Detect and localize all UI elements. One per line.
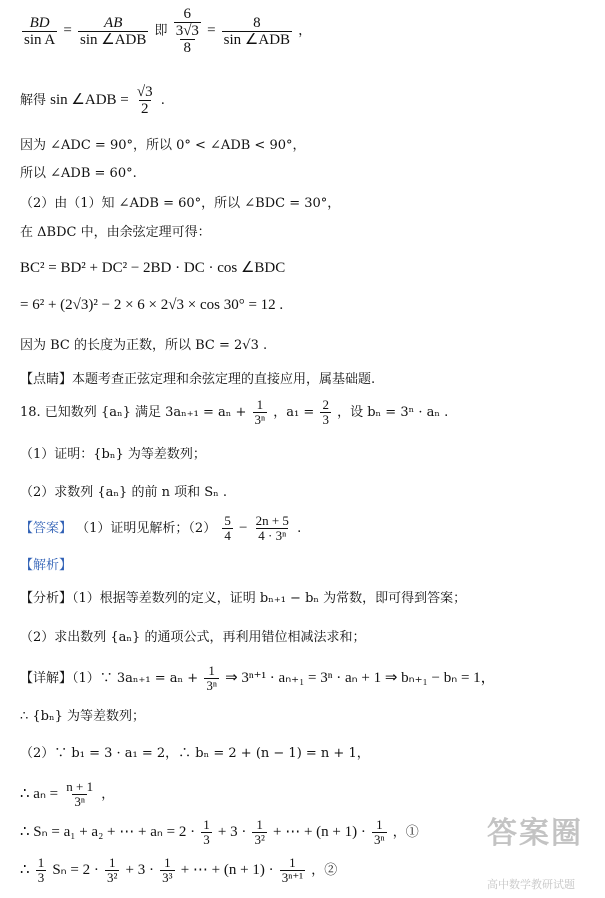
frac-den: 3² bbox=[254, 832, 265, 847]
fraction-5-4 bbox=[222, 514, 233, 543]
fraction-1-3n bbox=[253, 398, 268, 427]
line-19: ∴ {bₙ} 为等差数列； bbox=[20, 709, 146, 724]
text: + ⋯ + (n + 1) · bbox=[180, 862, 274, 878]
frac-num: 1 bbox=[164, 855, 171, 870]
line-5: （2）由（1）知 ∠ADB = 60°，所以 ∠BDC = 30°， bbox=[20, 196, 341, 211]
line-17: （2）求出数列 {aₙ} 的通项公式，再利用错位相减法求和； bbox=[20, 630, 366, 645]
text: ，设 bₙ = 3ⁿ · aₙ . bbox=[337, 405, 449, 420]
fraction-2-3 bbox=[320, 398, 331, 427]
frac-num: BD bbox=[29, 14, 50, 31]
text: ，a₁ = bbox=[273, 405, 315, 420]
frac-den: sin ∠ADB bbox=[223, 31, 291, 48]
line-13: （2）求数列 {aₙ} 的前 n 项和 Sₙ . bbox=[20, 485, 228, 500]
text: ⇒ 3ⁿ⁺¹ · aₙ₊₁ = 3ⁿ · aₙ + 1 ⇒ bₙ₊₁ − bₙ = 1， bbox=[225, 670, 496, 686]
line-3: 因为 ∠ADC = 90°，所以 0° < ∠ADB < 90°， bbox=[20, 138, 306, 153]
frac-den: 3 bbox=[322, 412, 329, 427]
equals-sign: = bbox=[63, 22, 72, 39]
punctuation: ，② bbox=[311, 863, 338, 878]
fraction-n1-3n bbox=[64, 780, 95, 809]
line-22 bbox=[20, 818, 419, 847]
fraction-ab-sinADB bbox=[78, 15, 148, 48]
frac-num: 1 bbox=[289, 855, 296, 870]
frac-num: 1 bbox=[376, 817, 383, 832]
line-20: （2）∵ b₁ = 3 · a₁ = 2，∴ bₙ = 2 + (n − 1) = n + 1， bbox=[20, 746, 370, 761]
fraction-1-3n bbox=[204, 664, 219, 693]
frac-den: 4 bbox=[224, 528, 231, 543]
frac-den: sin ∠ADB bbox=[80, 31, 147, 48]
frac-num: √3 bbox=[136, 84, 153, 100]
line-2: 解得 sin ∠ADB = $\frac{√3}{2}$ . bbox=[20, 84, 165, 117]
fraction-1-3sq bbox=[252, 818, 266, 847]
frac-num: 1 bbox=[256, 397, 264, 412]
line-6: 在 ΔBDC 中，由余弦定理可得： bbox=[20, 225, 211, 240]
fraction-1-3cu bbox=[160, 856, 174, 885]
frac-inner-den: 8 bbox=[180, 39, 196, 56]
frac-den: 3 bbox=[203, 832, 210, 847]
line-9: 因为 BC 的长度为正数，所以 BC = 2√3 . bbox=[20, 338, 268, 353]
text: + ⋯ + (n + 1) · bbox=[273, 824, 366, 840]
frac-num: 6 bbox=[183, 6, 192, 22]
frac-den: 3ⁿ bbox=[74, 794, 85, 809]
fraction-bd-sinA bbox=[22, 15, 57, 48]
equation: sin ∠ADB = bbox=[50, 92, 129, 108]
text: ∴ aₙ = bbox=[20, 786, 59, 802]
frac-num: 8 bbox=[253, 14, 261, 31]
text: 【详解】（1）∵ 3aₙ₊₁ = aₙ + bbox=[20, 671, 199, 686]
line-21 bbox=[20, 780, 114, 809]
frac-den: 3ⁿ bbox=[206, 678, 217, 693]
line-23 bbox=[20, 856, 337, 885]
frac-num: n + 1 bbox=[66, 779, 94, 794]
text: Sₙ = 2 · bbox=[52, 862, 99, 878]
fraction-1-3 bbox=[201, 818, 212, 847]
fraction-sqrt3-2 bbox=[135, 84, 155, 117]
punctuation: ，① bbox=[392, 825, 419, 840]
frac-den: 4 · 3ⁿ bbox=[258, 528, 287, 543]
fraction-1-3n1 bbox=[280, 856, 305, 885]
frac-num: 1 bbox=[108, 855, 116, 870]
frac-den: 3 bbox=[37, 870, 45, 885]
fraction-six-over bbox=[174, 6, 201, 56]
line-7: BC² = BD² + DC² − 2BD · DC · cos ∠BDC bbox=[20, 260, 286, 276]
text: ∴ Sₙ = a₁ + a₂ + ⋯ + aₙ = 2 · bbox=[20, 824, 196, 840]
punctuation: ， bbox=[298, 23, 312, 39]
line-4: 所以 ∠ADB = 60°. bbox=[20, 166, 137, 181]
text: 解得 bbox=[20, 93, 47, 108]
line-1 bbox=[20, 6, 311, 56]
line-11 bbox=[20, 398, 448, 427]
line-15: 【解析】 bbox=[20, 558, 73, 573]
fraction-1-3n bbox=[372, 818, 387, 847]
fraction-eight-sin bbox=[222, 15, 292, 48]
punctuation: ， bbox=[101, 787, 115, 802]
answer-label: 【答案】 bbox=[20, 521, 73, 536]
watermark-text: 高中数学教研试题 bbox=[487, 878, 575, 891]
fraction-2n5 bbox=[254, 514, 291, 543]
line-18 bbox=[20, 664, 496, 693]
line-14 bbox=[20, 514, 301, 543]
frac-inner-num: 3√3 bbox=[175, 23, 199, 39]
frac-num: 5 bbox=[224, 513, 231, 528]
line-8: = 6² + (2√3)² − 2 × 6 × 2√3 × cos 30° = 12 . bbox=[20, 297, 284, 313]
frac-num: 1 bbox=[37, 855, 45, 870]
equals-sign: = bbox=[207, 22, 216, 39]
text: ∴ bbox=[20, 862, 30, 878]
watermark-logo: 答案圈 bbox=[487, 816, 583, 851]
frac-den: 2 bbox=[141, 101, 149, 117]
frac-num: 1 bbox=[256, 817, 263, 832]
connector-text: 即 bbox=[154, 23, 168, 39]
frac-num: 2n + 5 bbox=[255, 513, 289, 528]
fraction-1-3sq bbox=[105, 856, 119, 885]
frac-num: AB bbox=[104, 14, 123, 31]
frac-num: 1 bbox=[203, 817, 210, 832]
frac-den: 3ⁿ bbox=[254, 412, 266, 427]
text: 18. 已知数列 {aₙ} 满足 3aₙ₊₁ = aₙ + bbox=[20, 405, 247, 420]
fraction-1-3 bbox=[36, 856, 47, 885]
line-16: 【分析】（1）根据等差数列的定义，证明 bₙ₊₁ − bₙ 为常数，即可得到答案； bbox=[20, 591, 467, 606]
frac-den: sin A bbox=[24, 31, 56, 48]
frac-den bbox=[174, 22, 201, 56]
frac-den: 3ⁿ bbox=[374, 832, 385, 847]
frac-num: 2 bbox=[322, 397, 329, 412]
text: + 3 · bbox=[125, 862, 155, 878]
frac-den: 3³ bbox=[162, 870, 173, 885]
text: （1）证明见解析；（2） bbox=[76, 521, 217, 536]
frac-den: 3² bbox=[107, 870, 118, 885]
minus-sign: − bbox=[238, 520, 248, 536]
line-12: （1）证明：{bₙ} 为等差数列； bbox=[20, 447, 206, 462]
frac-den: 3ⁿ⁺¹ bbox=[281, 870, 304, 885]
punctuation: . bbox=[297, 521, 302, 536]
frac-num: 1 bbox=[208, 663, 215, 678]
line-10: 【点睛】本题考查正弦定理和余弦定理的直接应用，属基础题. bbox=[20, 372, 376, 387]
text: + 3 · bbox=[217, 824, 247, 840]
